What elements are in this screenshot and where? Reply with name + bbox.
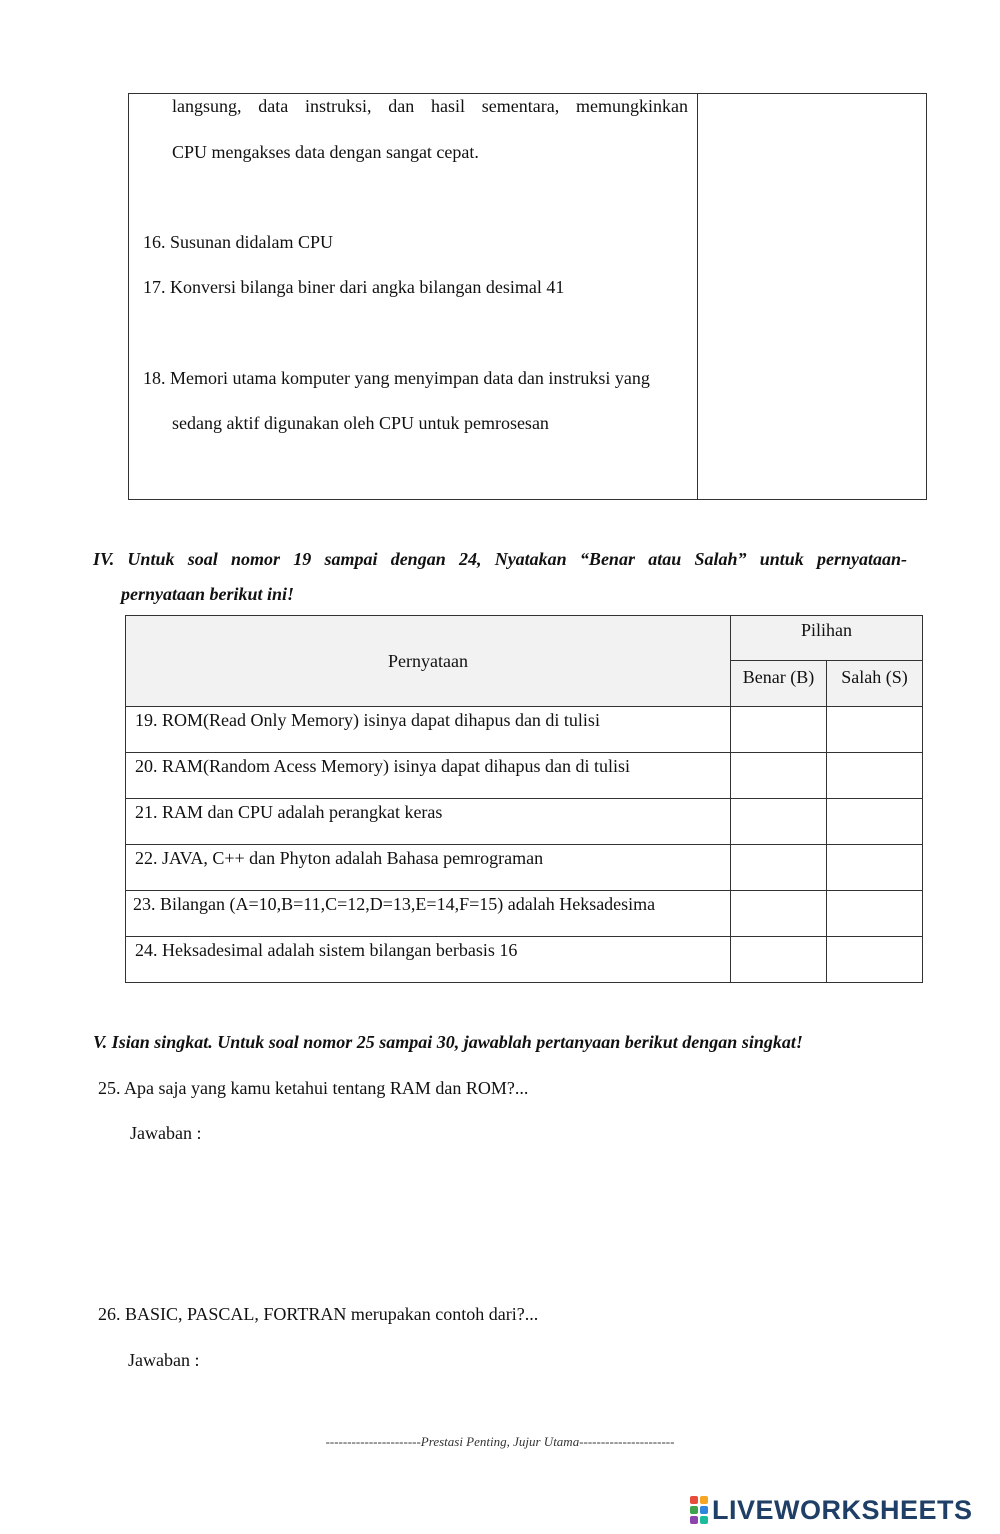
answer-false-cell[interactable] (827, 707, 923, 753)
answer-label-25: Jawaban : (130, 1123, 202, 1143)
section-4-heading-cont: pernyataan berikut ini! (121, 584, 295, 604)
table-row (126, 845, 923, 891)
table-row (126, 799, 923, 845)
answer-label-26: Jawaban : (128, 1350, 200, 1370)
column-divider (697, 94, 698, 499)
statement-23: 23. Bilangan (A=10,B=11,C=12,D=13,E=14,F=15) adalah Heksadesima (126, 891, 731, 937)
logo-text: LIVEWORKSHEETS (712, 1494, 973, 1525)
question-25: 25. Apa saja yang kamu ketahui tentang RAM dan ROM?... (98, 1078, 529, 1098)
answer-false-cell[interactable] (827, 845, 923, 891)
answer-false-cell[interactable] (827, 891, 923, 937)
header-true: Benar (B) (731, 661, 827, 707)
answer-true-cell[interactable] (731, 799, 827, 845)
item-18-line-1: 18. Memori utama komputer yang menyimpan data dan instruksi yang (143, 368, 650, 388)
header-false: Salah (S) (827, 661, 923, 707)
statement-19: 19. ROM(Read Only Memory) isinya dapat dihapus dan di tulisi (126, 707, 731, 753)
answer-false-cell[interactable] (827, 753, 923, 799)
continued-text-line-2: CPU mengakses data dengan sangat cepat. (172, 142, 479, 162)
table-row (126, 937, 923, 983)
statement-20: 20. RAM(Random Acess Memory) isinya dapat dihapus dan di tulisi (126, 753, 731, 799)
question-26: 26. BASIC, PASCAL, FORTRAN merupakan contoh dari?... (98, 1304, 539, 1324)
answer-false-cell[interactable] (827, 937, 923, 983)
answer-true-cell[interactable] (731, 891, 827, 937)
statement-21: 21. RAM dan CPU adalah perangkat keras (126, 799, 731, 845)
table-row (126, 891, 923, 937)
continued-text-line-1: langsung, data instruksi, dan hasil sementara, memungkinkan (172, 96, 688, 116)
table-row (126, 707, 923, 753)
item-17: 17. Konversi bilanga biner dari angka bilangan desimal 41 (143, 277, 565, 297)
item-18-line-2: sedang aktif digunakan oleh CPU untuk pemrosesan (172, 413, 549, 433)
table-row (126, 753, 923, 799)
page-footer: ----------------------Prestasi Penting, Jujur Utama---------------------- (325, 1434, 675, 1449)
statement-22: 22. JAVA, C++ dan Phyton adalah Bahasa pemrograman (126, 845, 731, 891)
header-choice: Pilihan (731, 616, 923, 661)
item-16: 16. Susunan didalam CPU (143, 232, 334, 252)
header-statement: Pernyataan (126, 616, 731, 707)
answer-true-cell[interactable] (731, 707, 827, 753)
true-false-table (125, 615, 923, 983)
answer-true-cell[interactable] (731, 845, 827, 891)
section-4-heading: IV. Untuk soal nomor 19 sampai dengan 24, Nyatakan “Benar atau Salah” untuk pernyataan- (93, 549, 907, 569)
statement-24: 24. Heksadesimal adalah sistem bilangan berbasis 16 (126, 937, 731, 983)
answer-true-cell[interactable] (731, 937, 827, 983)
liveworksheets-logo (690, 1492, 973, 1528)
answer-true-cell[interactable] (731, 753, 827, 799)
logo-mark-icon (690, 1496, 708, 1524)
section-5-heading: V. Isian singkat. Untuk soal nomor 25 sampai 30, jawablah pertanyaan berikut dengan singkat! (93, 1032, 803, 1052)
answer-false-cell[interactable] (827, 799, 923, 845)
